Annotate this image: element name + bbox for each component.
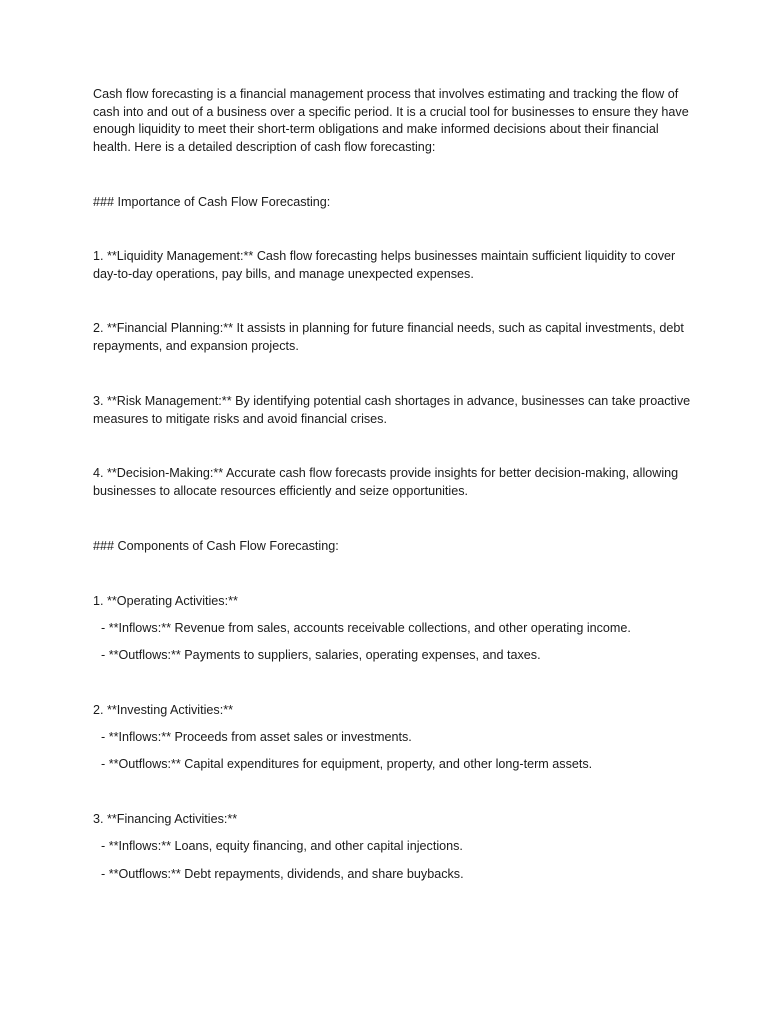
- component-title-operating: 1. **Operating Activities:**: [93, 594, 238, 608]
- component-financing-inflows: - **Inflows:** Loans, equity financing, and other capital injections.: [101, 839, 463, 853]
- component-title-financing: 3. **Financing Activities:**: [93, 812, 238, 826]
- component-investing-outflows: - **Outflows:** Capital expenditures for equipment, property, and other long-term assets.: [101, 757, 593, 771]
- importance-item-decision-making: 4. **Decision-Making:** Accurate cash flow forecasts provide insights for better decision-making, allowing businesses to allocate resources efficiently and seize opportunities.: [93, 466, 679, 498]
- importance-item-liquidity: 1. **Liquidity Management:** Cash flow forecasting helps businesses maintain sufficient liquidity to cover day-to-day operations, pay bills, and manage unexpected expenses.: [93, 249, 676, 281]
- component-operating-inflows: - **Inflows:** Revenue from sales, accounts receivable collections, and other operating income.: [101, 621, 631, 635]
- component-title-investing: 2. **Investing Activities:**: [93, 703, 234, 717]
- component-investing-inflows: - **Inflows:** Proceeds from asset sales or investments.: [101, 730, 412, 744]
- component-operating-outflows: - **Outflows:** Payments to suppliers, salaries, operating expenses, and taxes.: [101, 648, 541, 662]
- importance-heading: ### Importance of Cash Flow Forecasting:: [93, 195, 331, 209]
- importance-item-financial-planning: 2. **Financial Planning:** It assists in planning for future financial needs, such as capital investments, debt repayments, and expansion projects.: [93, 321, 684, 353]
- importance-item-risk-management: 3. **Risk Management:** By identifying potential cash shortages in advance, businesses can take proactive measures to mitigate risks and avoid financial crises.: [93, 394, 691, 426]
- component-financing-outflows: - **Outflows:** Debt repayments, dividends, and share buybacks.: [101, 867, 464, 881]
- intro-paragraph: Cash flow forecasting is a financial management process that involves estimating and tracking the flow of cash into and out of a business over a specific period. It is a crucial tool for businesses to ensure they have enough liquidity to meet their short-term obligations and make informed decisions about their financial health. Here is a detailed description of cash flow forecasting:: [93, 87, 689, 154]
- components-heading: ### Components of Cash Flow Forecasting:: [93, 539, 339, 553]
